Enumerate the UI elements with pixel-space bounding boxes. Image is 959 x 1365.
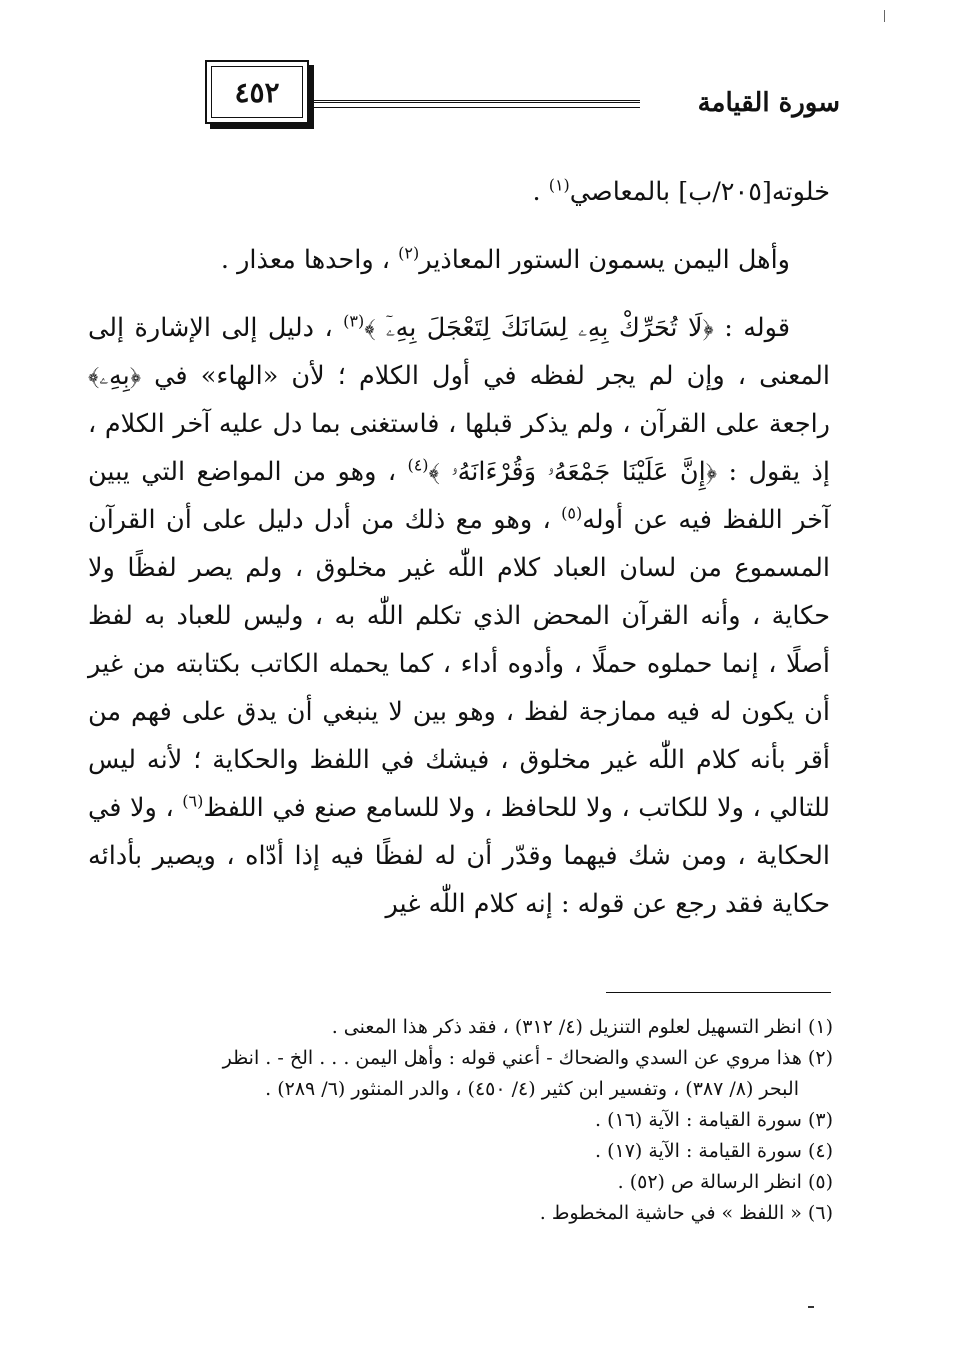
footnote-ref: (٦) (182, 791, 204, 811)
page-number-text: ٤٥٢ (234, 75, 280, 109)
quran-verse: ﴿لَا تُحَرِّكْ بِهِۦ لِسَانَكَ لِتَعْجَلَ بِهِۦٓ ﴾ (364, 313, 714, 343)
text-span: ، ولا في الحكاية ، ومن شك فيهما وقدّر أن له لفظًا فيه إذا أدّاه ، ويصير بأدائه حكاية فقد رجع عن قوله : إنه كلام اللّٰه غير (88, 793, 830, 919)
footnote-ref: (٤) (407, 455, 429, 475)
footnote-2-continuation: البحر (٨/ ٣٨٧) ، وتفسير ابن كثير (٤/ ٤٥٠) ، والدر المنثور (٦/ ٢٨٩) . (265, 1078, 799, 1100)
text-span: قوله : (713, 313, 791, 343)
text-span: . (532, 177, 549, 207)
paragraph-2 (88, 236, 830, 284)
header-rule-thin (310, 107, 640, 108)
text-span: ، واحدها معذار . (220, 245, 399, 275)
footnote-5: (٥) انظر الرسالة ص (٥٢) . (617, 1171, 833, 1193)
footnote-ref: (٢) (398, 243, 420, 263)
footnotes (88, 1012, 833, 1229)
text-span: ، وهو مع ذلك من أدل دليل على أن القرآن المسموع من لسان العباد كلام اللّٰه غير مخلوق ، ولم يصر لفظًا ولا حكاية ، وأنه القرآن المحض الذي تكلم اللّٰه به ، وليس للعباد به لفظ أصلًا ، إنما حملوه حملًا ، وأدوه أداء ، كما يحمله الكاتب بكتابته من غير أن يكون له فيه ممازجة لفظ ، وهو بين لا ينبغي أن يدق على فهم من أقر بأنه كلام اللّٰه غير مخلوق ، فيشك في اللفظ والحكاية ؛ لأنه ليس للتالي ، ولا للكاتب ، ولا للحافظ ، ولا للسامع صنع في اللفظ (88, 505, 830, 823)
page-header (80, 60, 840, 130)
footnote-6: (٦) « اللفظ » في حاشية المخطوط . (539, 1202, 833, 1224)
paragraph-1 (88, 168, 830, 216)
paragraph-3 (88, 304, 830, 928)
text-span: ، وهو من المواضع التي يبين آخر اللفظ فيه عن أوله (88, 457, 830, 535)
margin-mark (808, 1306, 814, 1308)
footnote-2: (٢) هذا مروي عن السدي والضحاك - أعني قوله : وأهل اليمن . . . الخ - . انظر (222, 1047, 833, 1069)
text-span: راجعة على القرآن ، ولم يذكر قبلها ، فاستغنى بما دل عليه آخر الكلام ، إذ يقول : (88, 409, 830, 487)
quran-verse: ﴿بِهِۦ﴾ (88, 361, 142, 391)
main-text (88, 168, 830, 948)
quran-verse: ﴿إِنَّ عَلَيْنَا جَمْعَهُۥ وَقُرْءَانَهُۥ ﴾ (428, 457, 718, 487)
running-title: سورة القيامة (697, 88, 840, 118)
text-span: خلوته[٢٠٥/ب] بالمعاصي (569, 177, 830, 207)
footnote-ref: (١) (548, 175, 570, 195)
header-rule (310, 100, 640, 103)
page-number (205, 60, 309, 124)
footnote-separator (606, 992, 831, 993)
footnote-1: (١) انظر التسهيل لعلوم التنزيل (٤/ ٣١٢) ، فقد ذكر هذا المعنى . (331, 1016, 833, 1038)
footnote-ref: (٥) (561, 503, 583, 523)
text-span: وأهل اليمن يسمون الستور المعاذير (419, 245, 790, 275)
text-span: ، دليل إلى الإشارة إلى المعنى ، وإن لم يجر لفظه في أول الكلام ؛ لأن «الهاء» في (88, 313, 830, 391)
margin-mark (884, 10, 885, 22)
footnote-ref: (٣) (343, 311, 365, 331)
footnote-4: (٤) سورة القيامة : الآية (١٧) . (594, 1140, 833, 1162)
footnote-3: (٣) سورة القيامة : الآية (١٦) . (594, 1109, 833, 1131)
